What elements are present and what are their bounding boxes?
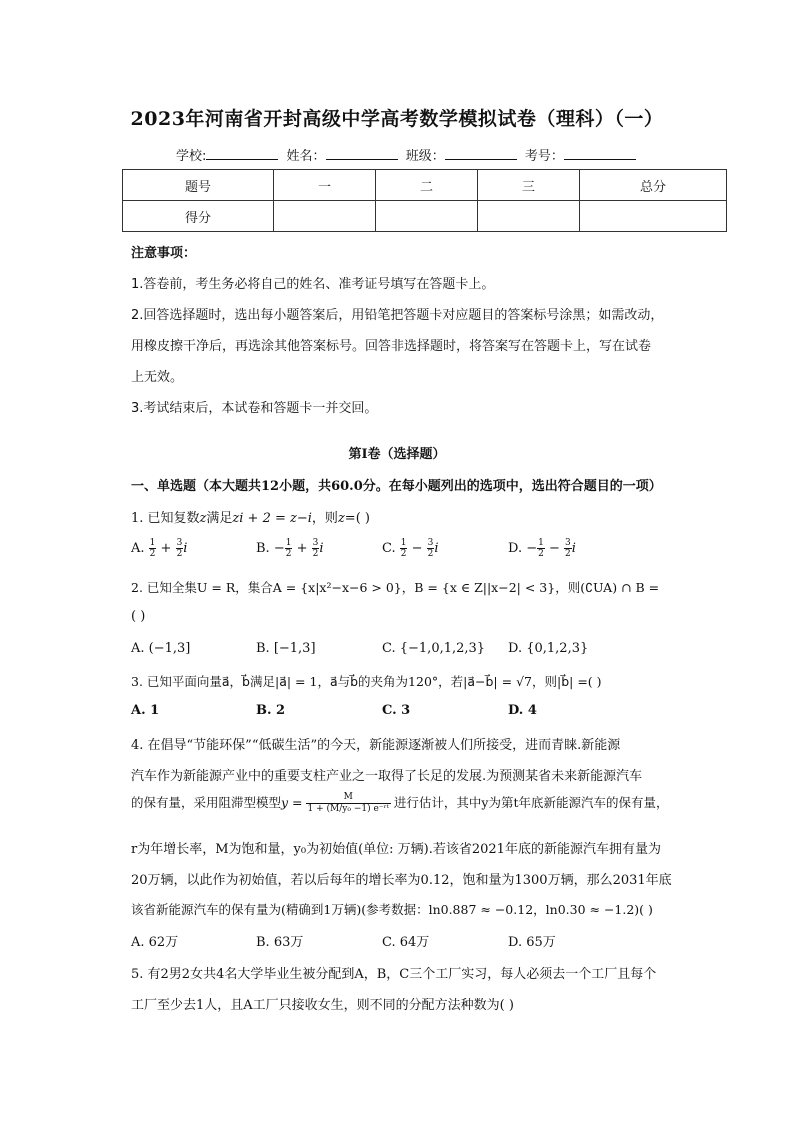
class-label: 班级： [405, 149, 445, 164]
q1-option-a[interactable]: A. $\frac{1}{2}$ + $\frac{3}{2}$ i [131, 538, 188, 559]
score-cell: 得分 [123, 201, 274, 232]
model-denominator: 1 + (M/y₀ −1) e⁻ʳᵗ [307, 804, 389, 814]
school-blank[interactable] [206, 147, 278, 160]
student-info-line [176, 145, 640, 164]
question-5-stem-cont: 工厂至少去1人，且A工厂只接收女生，则不同的分配方法种数为( ) [131, 998, 514, 1013]
score-cell: 总分 [580, 170, 727, 201]
q4-option-c[interactable]: C. 64万 [382, 935, 430, 950]
score-cell: 一 [274, 170, 376, 201]
q1-text: 满足 [206, 511, 233, 526]
question-2-stem-cont: ( ) [131, 609, 146, 624]
q1-var: z [199, 511, 207, 526]
q4-text: 进行估计，其中y为第t年底新能源汽车的保有量， [393, 795, 669, 810]
notice-item: 2.回答选择题时，选出每小题答案后，用铅笔把答题卡对应题目的答案标号涂黑；如需改动， [131, 308, 664, 323]
question-4-stem-cont: 20万辆，以此作为初始值，若以后每年的增长率为0.12，饱和量为1300万辆，那么2031年底 [131, 873, 672, 888]
name-label: 姓名： [286, 149, 326, 164]
score-cell: 题号 [123, 170, 274, 201]
question-1-stem [131, 507, 370, 526]
q1-option-b[interactable]: B. − $\frac{1}{2}$ + $\frac{3}{2}$ i [256, 538, 324, 559]
fraction: $\frac{1}{2}$ [285, 538, 292, 559]
section-title: 第I卷（选择题） [348, 447, 446, 462]
option-label: B. [256, 541, 274, 556]
exam-title: 2023年河南省开封高级中学高考数学模拟试卷（理科）（一） [130, 108, 664, 130]
q1-text: ，则 [311, 511, 338, 526]
question-2-stem: 2. 已知全集U = R，集合A = {x|x²−x−6 > 0}，B = {x ∈ Z||x−2| < 3}，则(∁UA) ∩ B = [131, 580, 660, 595]
q3-option-b[interactable]: B. 2 [256, 703, 286, 718]
question-4-stem-cont: r为年增长率，M为饱和量，y₀为初始值(单位: 万辆).若该省2021年底的新能源汽车拥有量为 [131, 842, 661, 857]
option-label: A. [131, 541, 149, 556]
option-label: D. [508, 541, 527, 556]
fraction: $\frac{1}{2}$ [149, 538, 156, 559]
q1-option-d[interactable]: D. − $\frac{1}{2}$ − $\frac{3}{2}$ i [508, 538, 576, 559]
school-label: 学校: [176, 149, 207, 164]
score-cell: 三 [478, 170, 580, 201]
q1-text: 1. 已知复数 [131, 511, 200, 526]
name-blank[interactable] [326, 147, 398, 160]
exam-number-blank[interactable] [564, 147, 636, 160]
q4-option-a[interactable]: A. 62万 [131, 935, 179, 950]
q3-option-c[interactable]: C. 3 [382, 703, 411, 718]
q1-var: z [337, 511, 345, 526]
score-input-cell[interactable] [478, 201, 580, 232]
fraction: $\frac{1}{2}$ [400, 538, 407, 559]
q1-expr: zi + 2 = z−i [232, 511, 312, 526]
q4-text: 的保有量，采用阻滞型模型 [131, 795, 282, 810]
q2-option-b[interactable]: B. [−1,3] [256, 641, 316, 656]
q2-option-d[interactable]: D. {0,1,2,3} [508, 641, 589, 656]
q1-option-c[interactable]: C. $\frac{1}{2}$ − $\frac{3}{2}$ i [382, 538, 439, 559]
model-lhs: y = [281, 795, 303, 810]
score-input-cell[interactable] [580, 201, 727, 232]
q4-option-b[interactable]: B. 63万 [256, 935, 304, 950]
notice-item: 上无效。 [131, 370, 184, 385]
question-4-model-line [131, 792, 669, 815]
q4-option-d[interactable]: D. 65万 [508, 935, 556, 950]
fraction: $\frac{3}{2}$ [565, 538, 571, 559]
notice-item: 1.答卷前，考生务必将自己的姓名、准考证号填写在答题卡上。 [131, 277, 495, 292]
option-label: C. [382, 541, 400, 556]
question-4-stem: 4. 在倡导“节能环保”“低碳生活”的今天，新能源逐渐被人们所接受，进而青睐.新能源 [131, 738, 621, 753]
q3-option-d[interactable]: D. 4 [508, 703, 537, 718]
score-table [122, 169, 727, 232]
notice-heading: 注意事项： [131, 246, 197, 261]
fraction: $\frac{3}{2}$ [427, 538, 434, 559]
score-input-cell[interactable] [376, 201, 478, 232]
fraction: $\frac{3}{2}$ [312, 538, 319, 559]
q1-text: =( ) [344, 511, 370, 526]
model-numerator: M [306, 792, 391, 804]
q2-option-a[interactable]: A. (−1,3] [131, 641, 191, 656]
question-5-stem: 5. 有2男2女共4名大学毕业生被分配到A，B，C三个工厂实习，每人必须去一个工厂且每个 [131, 967, 657, 982]
q2-option-c[interactable]: C. {−1,0,1,2,3} [382, 641, 486, 656]
question-4-stem-cont: 汽车作为新能源产业中的重要支柱产业之一取得了长足的发展.为预测某省未来新能源汽车 [131, 769, 643, 784]
exam-number-label: 考号： [524, 149, 564, 164]
score-input-cell[interactable] [274, 201, 376, 232]
fraction: $\frac{1}{2}$ [538, 538, 544, 559]
question-4-stem-cont: 该省新能源汽车的保有量为(精确到1万辆)(参考数据：ln0.887 ≈ −0.12，ln0.30 ≈ −1.2)( ) [131, 902, 653, 917]
part-heading: 一、单选题（本大题共12小题，共60.0分。在每小题列出的选项中，选出符合题目的一项） [131, 479, 662, 494]
notice-item: 用橡皮擦干净后，再选涂其他答案标号。回答非选择题时，将答案写在答题卡上，写在试卷 [131, 339, 652, 354]
class-blank[interactable] [445, 147, 517, 160]
question-3-stem: 3. 已知平面向量a⃗，b⃗满足|a⃗| = 1，a⃗与b⃗的夹角为120°，若|a⃗−b⃗| = √7，则|b⃗| =( ) [131, 674, 602, 689]
fraction: $\frac{3}{2}$ [176, 538, 183, 559]
score-table-header-row [123, 170, 727, 201]
q3-option-a[interactable]: A. 1 [131, 703, 160, 718]
score-table-score-row [123, 201, 727, 232]
model-fraction [306, 792, 391, 815]
score-cell: 二 [376, 170, 478, 201]
notice-item: 3.考试结束后，本试卷和答题卡一并交回。 [131, 401, 378, 416]
